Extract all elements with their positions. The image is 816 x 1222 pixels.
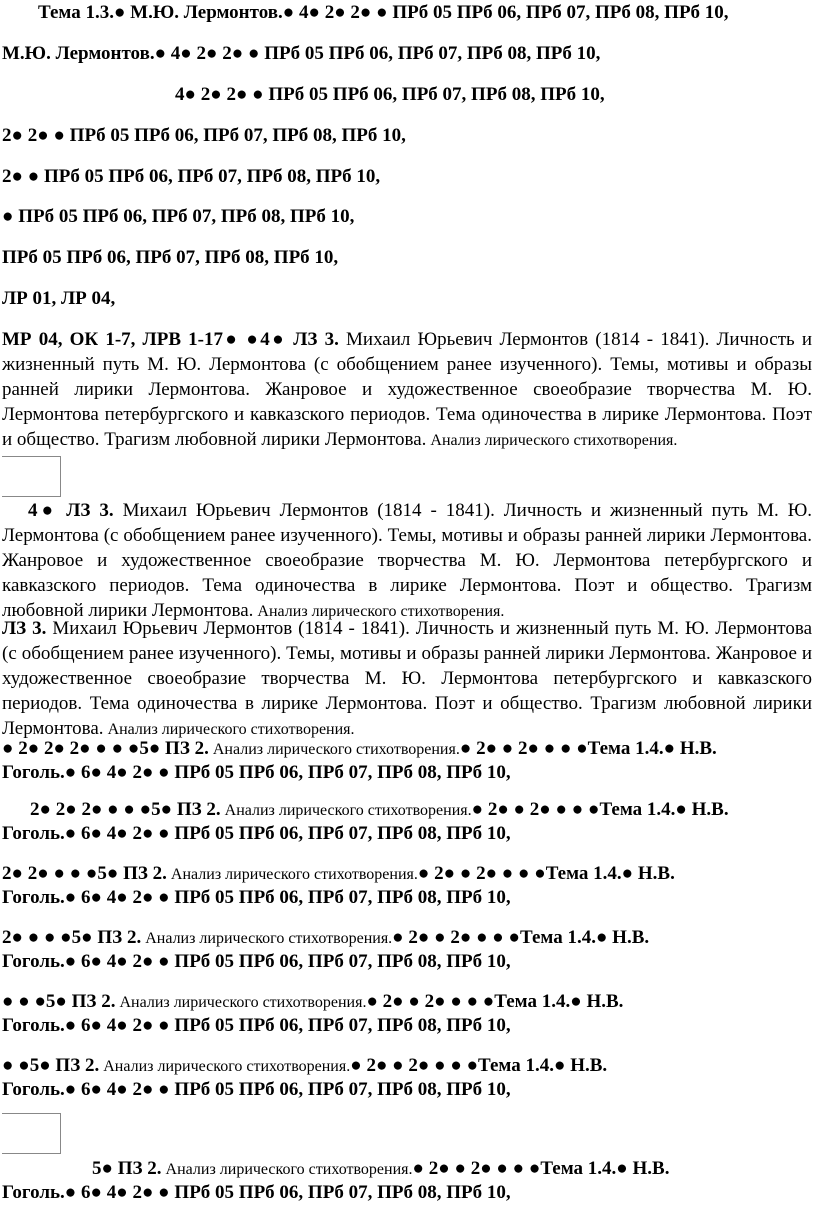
pz-entry-7-line-2: Гоголь.● 6● 4● 2● ● ПРб 05 ПРб 06, ПРб 07, ПРб 08, ПРб 10, (2, 1182, 511, 1203)
pz-lead: 2● ● ● ●5● ПЗ 2. (2, 927, 142, 948)
topic-body: Михаил Юрьевич Лермонтов (1814 - 1841). Личность и жизненный путь М. Ю. Лермонтова (с обобщением ранее изученного). Темы, мотивы и образы ранней лирики Лермонтова. Жанровое и художественное своеобразие творчества М. Ю. Лермонтова петербургского и кавказского периодов. Тема одиночества в лирике Лермонтова. Поэт и общество. Трагизм любовной лирики Лермонтова. (2, 329, 812, 450)
topic-lead: МР 04, ОК 1-7, ЛРВ 1-17● ●4● ЛЗ 3. (2, 329, 339, 350)
pz-after: ● 2● ● 2● ● ● ●Тема 1.4.● Н.В. (412, 1158, 670, 1179)
header-line-5: 2● ● ПРб 05 ПРб 06, ПРб 07, ПРб 08, ПРб 10, (2, 166, 381, 187)
pz-entry-5-line-2: Гоголь.● 6● 4● 2● ● ПРб 05 ПРб 06, ПРб 07, ПРб 08, ПРб 10, (2, 1015, 511, 1036)
pz-text: Анализ лирического стихотворения. (161, 1161, 413, 1178)
pz-after: ● 2● ● 2● ● ● ●Тема 1.4.● Н.В. (471, 799, 729, 820)
pz-after: ● 2● ● 2● ● ● ●Тема 1.4.● Н.В. (459, 738, 717, 759)
pz-text: Анализ лирического стихотворения. (208, 741, 460, 758)
pz-lead: 5● ПЗ 2. (92, 1158, 162, 1179)
topic-body: Михаил Юрьевич Лермонтов (1814 - 1841). Личность и жизненный путь М. Ю. Лермонтова (с обобщением ранее изученного). Темы, мотивы и образы ранней лирики Лермонтова. Жанровое и художественное своеобразие творчества М. Ю. Лермонтова петербургского и кавказского периодов. Тема одиночества в лирике Лермонтова. Поэт и общество. Трагизм любовной лирики Лермонтова. (2, 618, 813, 739)
topic-paragraph-1 (2, 327, 812, 453)
header-line-6: ● ПРб 05 ПРб 06, ПРб 07, ПРб 08, ПРб 10, (2, 206, 355, 227)
pz-after: ● 2● ● 2● ● ● ●Тема 1.4.● Н.В. (392, 927, 650, 948)
topic-lead: 4● ЛЗ 3. (28, 500, 114, 521)
pz-entry-3-line-2: Гоголь.● 6● 4● 2● ● ПРб 05 ПРб 06, ПРб 07, ПРб 08, ПРб 10, (2, 887, 511, 908)
pz-lead: 2● 2● 2● ● ● ●5● ПЗ 2. (30, 799, 221, 820)
frame-box (2, 1113, 61, 1154)
pz-entry-4-line-1 (2, 925, 816, 951)
pz-text: Анализ лирического стихотворения. (115, 994, 367, 1011)
topic-paragraph-3 (2, 616, 812, 742)
topic-tail: Анализ лирического стихотворения. (426, 432, 678, 449)
pz-entry-2-line-2: Гоголь.● 6● 4● 2● ● ПРб 05 ПРб 06, ПРб 07, ПРб 08, ПРб 10, (2, 823, 511, 844)
frame-rule (2, 1153, 60, 1154)
header-line-4: 2● 2● ● ПРб 05 ПРб 06, ПРб 07, ПРб 08, ПРб 10, (2, 125, 406, 146)
pz-text: Анализ лирического стихотворения. (141, 930, 393, 947)
topic-lead: ЛЗ 3. (2, 618, 47, 639)
pz-text: Анализ лирического стихотворения. (166, 866, 418, 883)
pz-entry-5-line-1 (2, 989, 816, 1015)
header-line-1: Тема 1.3.● М.Ю. Лермонтов.● 4● 2● 2● ● ПРб 05 ПРб 06, ПРб 07, ПРб 08, ПРб 10, (38, 2, 729, 23)
pz-after: ● 2● ● 2● ● ● ●Тема 1.4.● Н.В. (350, 1055, 608, 1076)
pz-entry-3-line-1 (2, 861, 816, 887)
pz-lead: 2● 2● ● ● ●5● ПЗ 2. (2, 863, 167, 884)
pz-lead: ● ●5● ПЗ 2. (2, 1055, 100, 1076)
pz-entry-6-line-1 (2, 1053, 816, 1079)
header-line-2: М.Ю. Лермонтов.● 4● 2● 2● ● ПРб 05 ПРб 06, ПРб 07, ПРб 08, ПРб 10, (2, 43, 601, 64)
pz-text: Анализ лирического стихотворения. (220, 802, 472, 819)
header-line-3: 4● 2● 2● ● ПРб 05 ПРб 06, ПРб 07, ПРб 08, ПРб 10, (175, 84, 605, 105)
header-line-8: ЛР 01, ЛР 04, (2, 288, 116, 309)
pz-entry-6-line-2: Гоголь.● 6● 4● 2● ● ПРб 05 ПРб 06, ПРб 07, ПРб 08, ПРб 10, (2, 1079, 511, 1100)
topic-tail: Анализ лирического стихотворения. (253, 603, 505, 620)
pz-text: Анализ лирического стихотворения. (99, 1058, 351, 1075)
pz-after: ● 2● ● 2● ● ● ●Тема 1.4.● Н.В. (417, 863, 675, 884)
pz-entry-7-line-1 (92, 1156, 816, 1182)
pz-entry-2-line-1 (30, 797, 816, 823)
topic-paragraph-2 (2, 498, 812, 624)
header-line-7: ПРб 05 ПРб 06, ПРб 07, ПРб 08, ПРб 10, (2, 247, 339, 268)
pz-entry-1-line-1 (2, 736, 816, 762)
frame-rule (2, 496, 60, 497)
pz-entry-4-line-2: Гоголь.● 6● 4● 2● ● ПРб 05 ПРб 06, ПРб 07, ПРб 08, ПРб 10, (2, 951, 511, 972)
topic-body: Михаил Юрьевич Лермонтов (1814 - 1841). Личность и жизненный путь М. Ю. Лермонтова (с обобщением ранее изученного). Темы, мотивы и образы ранней лирики Лермонтова. Жанровое и художественное своеобразие творчества М. Ю. Лермонтова петербургского и кавказского периодов. Тема одиночества в лирике Лермонтова. Поэт и общество. Трагизм любовной лирики Лермонтова. (2, 500, 812, 621)
pz-entry-1-line-2: Гоголь.● 6● 4● 2● ● ПРб 05 ПРб 06, ПРб 07, ПРб 08, ПРб 10, (2, 762, 511, 783)
frame-box (2, 456, 61, 497)
pz-lead: ● ● ●5● ПЗ 2. (2, 991, 116, 1012)
topic-tail: Анализ лирического стихотворения. (103, 721, 355, 738)
pz-lead: ● 2● 2● 2● ● ● ●5● ПЗ 2. (2, 738, 209, 759)
pz-after: ● 2● ● 2● ● ● ●Тема 1.4.● Н.В. (366, 991, 624, 1012)
